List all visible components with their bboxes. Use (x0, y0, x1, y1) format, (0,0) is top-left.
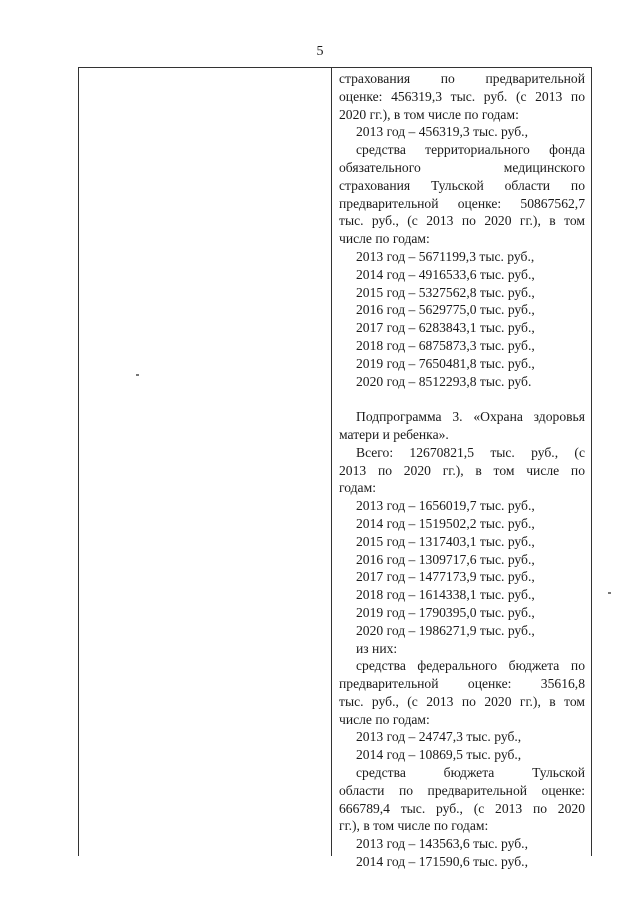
page-number: 5 (316, 44, 324, 59)
year-line: 2013 год – 24747,3 тыс. руб., (356, 729, 522, 745)
text-line: средства территориального фонда (356, 142, 585, 158)
year-line: 2017 год – 6283843,1 тыс. руб., (356, 320, 535, 336)
year-line: 2015 год – 1317403,1 тыс. руб., (356, 533, 535, 549)
text-line: предварительной оценке: 50867562,7 (339, 195, 585, 211)
year-line: 2018 год – 1614338,1 тыс. руб., (356, 587, 535, 603)
text-line: обязательного медицинского (339, 159, 585, 175)
year-line: 2014 год – 10869,5 тыс. руб., (356, 747, 522, 763)
text-line: 2020 гг.), в том числе по годам: (339, 106, 519, 122)
year-line: 2020 год – 1986271,9 тыс. руб., (356, 622, 535, 638)
text-line: годам: (339, 480, 376, 496)
year-line: 2018 год – 6875873,3 тыс. руб., (356, 337, 535, 353)
text-line: гг.), в том числе по годам: (339, 818, 489, 834)
scan-speck (608, 592, 611, 594)
year-line: 2013 год – 143563,6 тыс. руб., (356, 836, 528, 852)
text-line: Всего: 12670821,5 тыс. руб., (с (356, 444, 585, 460)
year-line: 2019 год – 1790395,0 тыс. руб., (356, 604, 535, 620)
text-line: средства федерального бюджета по (356, 658, 585, 674)
text-line: средства бюджета Тульской (356, 765, 585, 781)
scan-speck (136, 374, 139, 376)
year-line: 2020 год – 8512293,8 тыс. руб. (356, 373, 532, 389)
year-line: 2014 год – 171590,6 тыс. руб., (356, 854, 528, 870)
year-line: 2013 год – 456319,3 тыс. руб., (356, 124, 528, 140)
year-line: 2015 год – 5327562,8 тыс. руб., (356, 284, 535, 300)
text-line: числе по годам: (339, 711, 430, 727)
year-line: 2016 год – 1309717,6 тыс. руб., (356, 551, 535, 567)
text-line: предварительной оценке: 35616,8 (339, 676, 585, 692)
text-line: числе по годам: (339, 231, 430, 247)
text-line: тыс. руб., (с 2013 по 2020 гг.), в том (339, 693, 585, 709)
column-divider (331, 68, 332, 856)
subprogram-title: Подпрограмма 3. «Охрана здоровья (356, 409, 585, 425)
text-line: 666789,4 тыс. руб., (с 2013 по 2020 (339, 800, 585, 816)
subprogram-title: матери и ребенка». (339, 426, 449, 442)
year-line: 2014 год – 4916533,6 тыс. руб., (356, 266, 535, 282)
text-line: из них: (356, 640, 398, 656)
text-line: страхования по предварительной (339, 71, 585, 86)
year-line: 2013 год – 5671199,3 тыс. руб., (356, 248, 535, 264)
text-line: страхования Тульской области по (339, 177, 585, 193)
year-line: 2019 год – 7650481,8 тыс. руб., (356, 355, 535, 371)
text-line: 2013 по 2020 гг.), в том числе по (339, 462, 585, 478)
year-line: 2017 год – 1477173,9 тыс. руб., (356, 569, 535, 585)
text-line: области по предварительной оценке: (339, 782, 585, 798)
funding-text-column (339, 70, 585, 871)
text-line: тыс. руб., (с 2013 по 2020 гг.), в том (339, 213, 585, 229)
year-line: 2013 год – 1656019,7 тыс. руб., (356, 498, 535, 514)
year-line: 2016 год – 5629775,0 тыс. руб., (356, 302, 535, 318)
year-line: 2014 год – 1519502,2 тыс. руб., (356, 515, 535, 531)
text-line: оценке: 456319,3 тыс. руб. (с 2013 по (339, 88, 585, 104)
